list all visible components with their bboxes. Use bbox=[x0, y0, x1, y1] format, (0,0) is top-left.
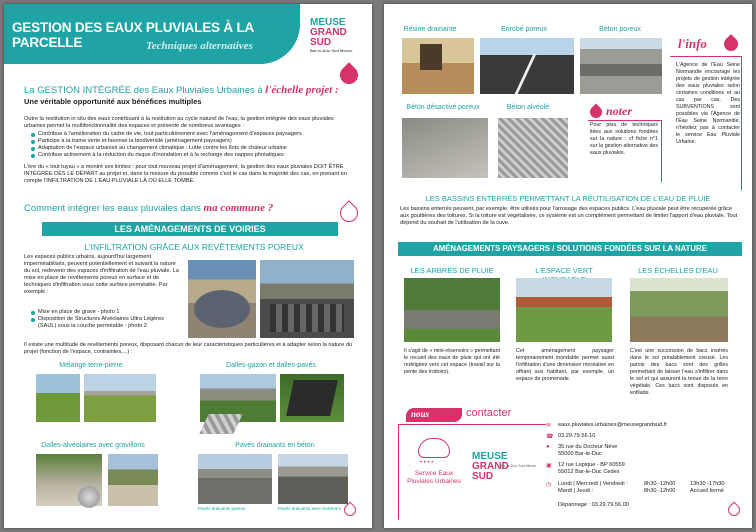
cloud-icon bbox=[418, 438, 450, 458]
small-caption-2: Pavés drainants avec écarteurs bbox=[278, 506, 342, 511]
info-text: L'Agence de l'Eau Seine Normandie encourage les projets de gestion intégrée des eaux pluviales selon certaines conditions et au cas par cas. Des SUBVENTIONS sont possibles via l'Agence de l'Eau Seine Normandie, n'hésitez pas à contacter le service Eau Pluviale Urbaine. bbox=[676, 62, 740, 145]
small-caption-1: Pavés drainants poreux bbox=[198, 506, 246, 511]
hours-days-1: Lundi | Mercredi | Vendredi : bbox=[558, 481, 628, 487]
water-drop-outline-icon bbox=[336, 200, 361, 225]
caption-enrobe: Enrobé poreux bbox=[501, 26, 547, 33]
hours-pm-1: 13h30 -17h30 bbox=[690, 481, 725, 487]
photo-arbres-pluie bbox=[404, 278, 500, 342]
clock-icon: ◷ bbox=[546, 482, 552, 488]
noter-text: Pour plus de techniques liées aux solutions fondées sur la nature : cf fiche n°1 sur la gestion alternative des eaux pluviales. bbox=[590, 122, 658, 156]
mailbox-icon: ▣ bbox=[546, 463, 552, 469]
list-item: Mise en place de grave - photo 1 bbox=[30, 309, 180, 316]
meuse-grand-sud-logo: MEUSE GRAND SUD Bar-le-Duc Sud Meuse bbox=[310, 17, 353, 53]
photo-alveolaires-2 bbox=[108, 454, 158, 506]
contact-phone[interactable]: 03.29.79.56.10 bbox=[558, 433, 596, 439]
photo-beton-desactive bbox=[402, 118, 488, 178]
water-drop-outline-icon bbox=[342, 502, 359, 519]
caption-alveolaires: Dalles-alvéolaires avec gravillons bbox=[41, 442, 145, 449]
contact-title: contacter bbox=[466, 407, 512, 419]
page-2 bbox=[384, 4, 752, 528]
gravel-sample bbox=[78, 486, 100, 508]
email-icon: ✉ bbox=[546, 423, 552, 429]
photo-melange-2 bbox=[84, 374, 156, 422]
infiltration-title: L'INFILTRATION GRÂCE AUX REVÊTEMENTS POREUX bbox=[84, 242, 304, 252]
caption-beton-desactive: Béton désactivé poreux bbox=[406, 104, 480, 111]
infiltration-text: Les espaces publics urbains, aujourd'hui largement imperméabilisés, peuvent potentiellement et suivant la nature du sol, redevenir des espaces d'infiltration de l'eau pluviale. La mise en place de revêtements poreux en surface et de techniques d'infiltration sous cette surface perméable. Par exemple : bbox=[24, 254, 179, 295]
col-title-espace-vert: L'ESPACE VERT bbox=[535, 266, 593, 275]
multi-text: Il existe une multitude de revêtements poreux, disposant chacun de leur caractéristiques particulières et à adapter selon la nature du projet (fonction de l'espace, contraintes,...) : bbox=[24, 342, 353, 355]
water-drop-icon bbox=[588, 104, 605, 121]
caption-paves: Pavés drainants en béton bbox=[235, 442, 315, 449]
contact-title-badge: nous bbox=[406, 408, 462, 422]
page-1 bbox=[4, 4, 372, 528]
phone-icon: ☎ bbox=[546, 434, 554, 440]
rain-icon: • • • • bbox=[420, 460, 434, 466]
address-2-line2: 55012 Bar-le-Duc Cedex bbox=[558, 469, 620, 475]
caption-melange: Mélange terre-pierre bbox=[59, 362, 123, 369]
hours-days-2: Mardi | Jeudi : bbox=[558, 488, 594, 494]
bassins-text: Les bassins enterrés peuvent, par exemple, être utilisés pour l'arrosage des espaces publics. L'eau pluviale peut être récupérée grâce aux gouttières des toitures. Si la toiture est végétalisée, ce système est un complément permettant de limiter l'apport d'eau pluviale. Tout dépend du souhait de l'utilisation de la cuve. bbox=[400, 206, 738, 226]
info-title: l'info bbox=[678, 36, 707, 51]
caption-beton-poreux: Béton poreux bbox=[599, 26, 641, 33]
photo-paves-2 bbox=[278, 454, 348, 504]
col-text-echelles: C'est une succession de bacs insérés dans le sol préalablement creusé. Les parois des bacs sont des grilles permettant de laisser l'eau s'infiltrer dans le sol et qui assurent la tenue de la terre végétale. Ces bacs sont disposés en enfilade. bbox=[630, 348, 728, 396]
header-banner bbox=[4, 4, 300, 64]
col-title-arbres: LES ARBRES DE PLUIE bbox=[410, 266, 494, 275]
section-question: Comment intégrer les eaux pluviales dans ma commune ? bbox=[24, 202, 274, 214]
photo-resine bbox=[402, 38, 474, 94]
address-1-line1: 35 rue du Docteur Nève bbox=[558, 444, 618, 450]
photo-beton-poreux bbox=[580, 38, 662, 94]
photo-beton-alveole bbox=[498, 118, 568, 178]
photo-melange-1 bbox=[36, 374, 80, 422]
location-pin-icon: ● bbox=[546, 444, 550, 450]
hours-am-1: 8h30 -12h00 bbox=[644, 481, 676, 487]
photo-echelles bbox=[630, 278, 728, 342]
service-name: Service Eaux Pluviales Urbaines bbox=[407, 470, 461, 485]
noter-title: noter bbox=[606, 104, 633, 118]
list-item: Adaptation de l'espace urbanisé au changement climatique : Lutte contre les îlots de chaleur urbaine bbox=[30, 145, 356, 152]
water-drop-outline-icon bbox=[726, 502, 743, 519]
benefits-list bbox=[30, 131, 356, 159]
hours-am-2: 8h30 -12h00 bbox=[644, 488, 676, 494]
list-item: Participe à la trame verte et favorise la biodiversité (aménagement paysagers) bbox=[30, 138, 356, 145]
meuse-grand-sud-logo: MEUSE GRAND SUD bbox=[472, 451, 509, 482]
bassins-title: LES BASSINS ENTERRÉS PERMETTANT LA RÉUTILISATION DE L'EAU DE PLUIE bbox=[425, 194, 711, 203]
contact-email[interactable]: eaux.pluviales.urbaines@meusegrandsud.fr bbox=[558, 422, 668, 428]
page-subtitle: Techniques alternatives bbox=[146, 40, 253, 52]
caption-dalles-gazon: Dalles-gazon et dalles-pavés bbox=[226, 362, 316, 369]
band-paysagers: AMÉNAGEMENTS PAYSAGERS / SOLUTIONS FONDÉES SUR LA NATURE bbox=[398, 242, 742, 256]
photo-saul bbox=[260, 260, 354, 338]
outro-text: L'ère du « tout tuyau » a montré ses limites : pour tout nouveau projet d'aménagement, la gestion des eaux pluviales DOIT ÊTRE INTÉGRÉE DÈS LE DÉPART au projet et, dans la mesure du possible comme c'est le cas dans la majorité des cas, en prenant en compte l'INFILTRATION DE L'EAU PLUVIALE LÀ OÙ ELLE TOMBE. bbox=[24, 164, 347, 184]
address-2-line1: 12 rue Lapique - BP 60559 bbox=[558, 462, 625, 468]
address-1-line2: 55000 Bar-le-Duc bbox=[558, 451, 602, 457]
list-item: Contribue activement à la réduction du risque d'inondation et à la recharge des nappes phréatiques bbox=[30, 152, 356, 159]
col-text-espace-vert: Cet aménagement paysager temporairement inondable permet aussi l'infiltration d'une dimension récréative en offrant aux habitant, par exemple, un espace de promenade. bbox=[516, 348, 614, 382]
list-item: Contribue à l'amélioration du cadre de vie, tout particulièrement avec l'aménagement d'espaces paysagers bbox=[30, 131, 356, 138]
hours-pm-2: Accueil fermé bbox=[690, 488, 724, 494]
photo-espace-vert bbox=[516, 278, 612, 342]
water-drop-icon bbox=[721, 34, 741, 54]
col-text-arbres: Il s'agit de « mini-réservoirs » permettant le recueil des eaux de pluie qui ont été redirigées vers cet espace (travail sur la pente des trottoirs). bbox=[404, 348, 500, 375]
photo-dalles-paves bbox=[280, 374, 344, 422]
water-drop-icon bbox=[336, 62, 361, 87]
infiltration-list bbox=[30, 309, 180, 330]
depannage: Dépannage : 03.29.79.56.00 bbox=[558, 502, 629, 508]
band-voiries: LES AMÉNAGEMENTS DE VOIRIES bbox=[42, 222, 338, 236]
caption-beton-alveole: Béton alvéolé bbox=[506, 104, 550, 111]
intro-subtitle: Une véritable opportunité aux bénéfices multiples bbox=[24, 97, 202, 106]
caption-resine: Résine drainante bbox=[403, 26, 457, 33]
intro-title: La GESTION INTÉGRÉE des Eaux Pluviales Urbaines à l'échelle projet : bbox=[24, 84, 339, 96]
col-title-echelles: LES ÉCHELLES D'EAU bbox=[638, 266, 718, 275]
paver-sample bbox=[199, 414, 242, 434]
list-item: Disposition de Structures Alvéolaires Ultra Légères (SAUL) sous la couche perméable - photo 2 bbox=[30, 316, 180, 330]
photo-grave bbox=[188, 260, 256, 338]
photo-paves-1 bbox=[198, 454, 272, 504]
page-title: GESTION DES EAUX PLUVIALES À LA PARCELLE bbox=[12, 20, 254, 50]
intro-text: Outre la restitution in situ des eaux contribuant à la restitution au cycle naturel de l'eau, la gestion intégrée des eaux pluviales urbaines permet la multifonctionnalité des espaces et présente de nombreux avantages : bbox=[24, 116, 334, 129]
photo-enrobe bbox=[480, 38, 574, 94]
logo-tagline: Bar-le-Duc Sud Meuse bbox=[500, 464, 537, 468]
